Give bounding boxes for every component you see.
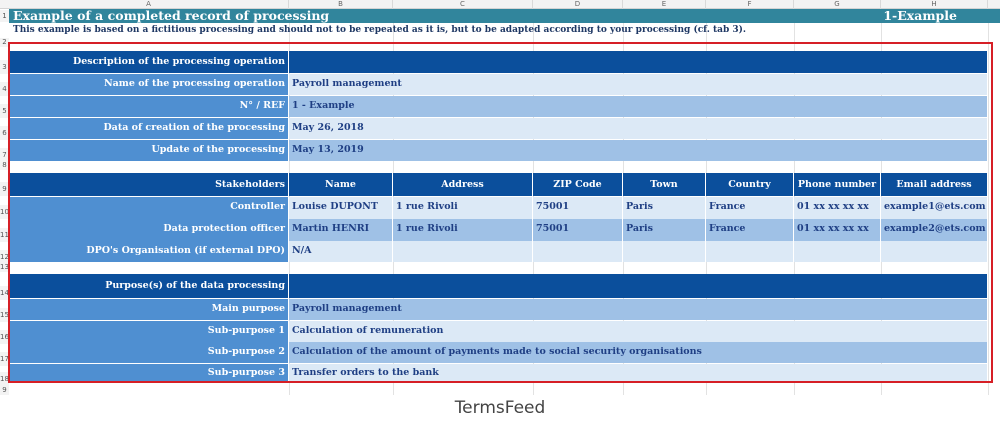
purposes-header[interactable]: Purpose(s) of the data processing xyxy=(9,274,289,298)
column-title-email[interactable]: Email address xyxy=(881,173,988,196)
column-title-town[interactable]: Town xyxy=(623,173,706,196)
column-title-country[interactable]: Country xyxy=(706,173,794,196)
stakeholders-header-row[interactable] xyxy=(9,173,988,196)
row-number-1[interactable]: 1 xyxy=(0,10,9,22)
row-value[interactable]: Payroll management xyxy=(289,74,988,95)
column-title-address[interactable]: Address xyxy=(393,173,533,196)
table-row[interactable] xyxy=(9,342,988,363)
column-title-name[interactable]: Name xyxy=(289,173,393,196)
row-number-13[interactable]: 13 xyxy=(0,263,9,271)
table-row[interactable] xyxy=(9,364,988,381)
row-number-7[interactable]: 7 xyxy=(0,148,9,162)
row-number-6[interactable]: 6 xyxy=(0,126,9,140)
cell-town[interactable]: Paris xyxy=(623,219,706,241)
column-title-phone[interactable]: Phone number xyxy=(794,173,881,196)
row-number-16[interactable]: 16 xyxy=(0,330,9,344)
row-number-17[interactable]: 17 xyxy=(0,352,9,366)
purposes-header-fill[interactable] xyxy=(289,274,988,298)
row-label[interactable]: Main purpose xyxy=(9,299,289,320)
cell-country[interactable]: France xyxy=(706,219,794,241)
column-header-c[interactable]: C xyxy=(393,0,533,9)
cell-phone[interactable]: 01 xx xx xx xx xyxy=(794,219,881,241)
cell-zip[interactable]: 75001 xyxy=(533,197,623,219)
row-number-15[interactable]: 15 xyxy=(0,308,9,322)
row-label[interactable]: Name of the processing operation xyxy=(9,74,289,95)
cell-phone[interactable]: 01 xx xx xx xx xyxy=(794,197,881,219)
cell-country[interactable] xyxy=(706,241,794,262)
row-number-12[interactable]: 12 xyxy=(0,250,9,264)
column-header-b[interactable]: B xyxy=(289,0,393,9)
row-label[interactable]: Data protection officer xyxy=(9,219,289,241)
row-number-18[interactable]: 18 xyxy=(0,372,9,386)
title-band[interactable] xyxy=(9,9,1000,23)
stakeholders-header[interactable]: Stakeholders xyxy=(9,173,289,196)
table-row[interactable] xyxy=(9,219,988,241)
row-label[interactable]: Controller xyxy=(9,197,289,219)
row-number-11[interactable]: 11 xyxy=(0,228,9,242)
table-row[interactable] xyxy=(9,140,988,161)
cell-zip[interactable] xyxy=(533,241,623,262)
column-header-a[interactable]: A xyxy=(9,0,289,9)
brand-watermark: TermsFeed xyxy=(454,398,546,418)
row-value[interactable]: Transfer orders to the bank xyxy=(289,364,988,381)
cell-town[interactable] xyxy=(623,241,706,262)
sheet-title: Example of a completed record of processing xyxy=(13,8,330,23)
row-number-5[interactable]: 5 xyxy=(0,104,9,118)
sheet-title-tag: 1-Example xyxy=(883,8,957,23)
row-label[interactable]: N° / REF xyxy=(9,96,289,117)
row-label[interactable]: DPO's Organisation (if external DPO) xyxy=(9,241,289,262)
row-label[interactable]: Data of creation of the processing xyxy=(9,118,289,139)
row-number-19[interactable]: 9 xyxy=(0,386,9,395)
row-number-9[interactable]: 9 xyxy=(0,182,9,196)
cell-email[interactable] xyxy=(881,241,988,262)
row-number-14[interactable]: 14 xyxy=(0,286,9,300)
column-header-g[interactable]: G xyxy=(794,0,881,9)
table-row[interactable] xyxy=(9,197,988,219)
row-label[interactable]: Sub-purpose 1 xyxy=(9,321,289,342)
row-value[interactable]: Calculation of the amount of payments made to social security organisations xyxy=(289,342,988,363)
cell-address[interactable]: 1 rue Rivoli xyxy=(393,197,533,219)
row-label[interactable]: Sub-purpose 3 xyxy=(9,364,289,381)
cell-name[interactable]: Louise DUPONT xyxy=(289,197,393,219)
cell-phone[interactable] xyxy=(794,241,881,262)
cell-email[interactable]: example2@ets.com xyxy=(881,219,988,241)
table-row[interactable] xyxy=(9,74,988,95)
row-number-8[interactable]: 8 xyxy=(0,160,9,170)
column-title-zip[interactable]: ZIP Code xyxy=(533,173,623,196)
row-value[interactable]: May 26, 2018 xyxy=(289,118,988,139)
column-header-e[interactable]: E xyxy=(623,0,706,9)
column-header-d[interactable]: D xyxy=(533,0,623,9)
row-number-4[interactable]: 4 xyxy=(0,82,9,96)
section-header-row[interactable] xyxy=(9,51,988,73)
row-value[interactable]: May 13, 2019 xyxy=(289,140,988,161)
row-number-2[interactable]: 2 xyxy=(0,38,9,47)
row-value[interactable]: Calculation of remuneration xyxy=(289,321,988,342)
cell-address[interactable] xyxy=(393,241,533,262)
row-value[interactable]: Payroll management xyxy=(289,299,988,320)
table-row[interactable] xyxy=(9,321,988,342)
table-row[interactable] xyxy=(9,299,988,320)
row-label[interactable]: Update of the processing xyxy=(9,140,289,161)
cell-email[interactable]: example1@ets.com xyxy=(881,197,988,219)
section-header-description[interactable]: Description of the processing operation xyxy=(9,51,289,73)
purposes-header-row[interactable] xyxy=(9,274,988,298)
sheet-subtitle: This example is based on a fictitious processing and should not to be repeated as it is, but to be adapted according to your processing (cf. tab 3). xyxy=(13,25,747,35)
cell-name[interactable]: N/A xyxy=(289,241,393,262)
table-row[interactable] xyxy=(9,241,988,262)
row-value[interactable]: 1 - Example xyxy=(289,96,988,117)
table-row[interactable] xyxy=(9,96,988,117)
cell-town[interactable]: Paris xyxy=(623,197,706,219)
cell-zip[interactable]: 75001 xyxy=(533,219,623,241)
row-number-3[interactable]: 3 xyxy=(0,60,9,74)
cell-name[interactable]: Martin HENRI xyxy=(289,219,393,241)
table-row[interactable] xyxy=(9,118,988,139)
column-header-f[interactable]: F xyxy=(706,0,794,9)
section-header-fill[interactable] xyxy=(289,51,988,73)
column-header-h[interactable]: H xyxy=(881,0,988,9)
row-number-10[interactable]: 10 xyxy=(0,205,9,219)
row-label[interactable]: Sub-purpose 2 xyxy=(9,342,289,363)
cell-country[interactable]: France xyxy=(706,197,794,219)
cell-address[interactable]: 1 rue Rivoli xyxy=(393,219,533,241)
